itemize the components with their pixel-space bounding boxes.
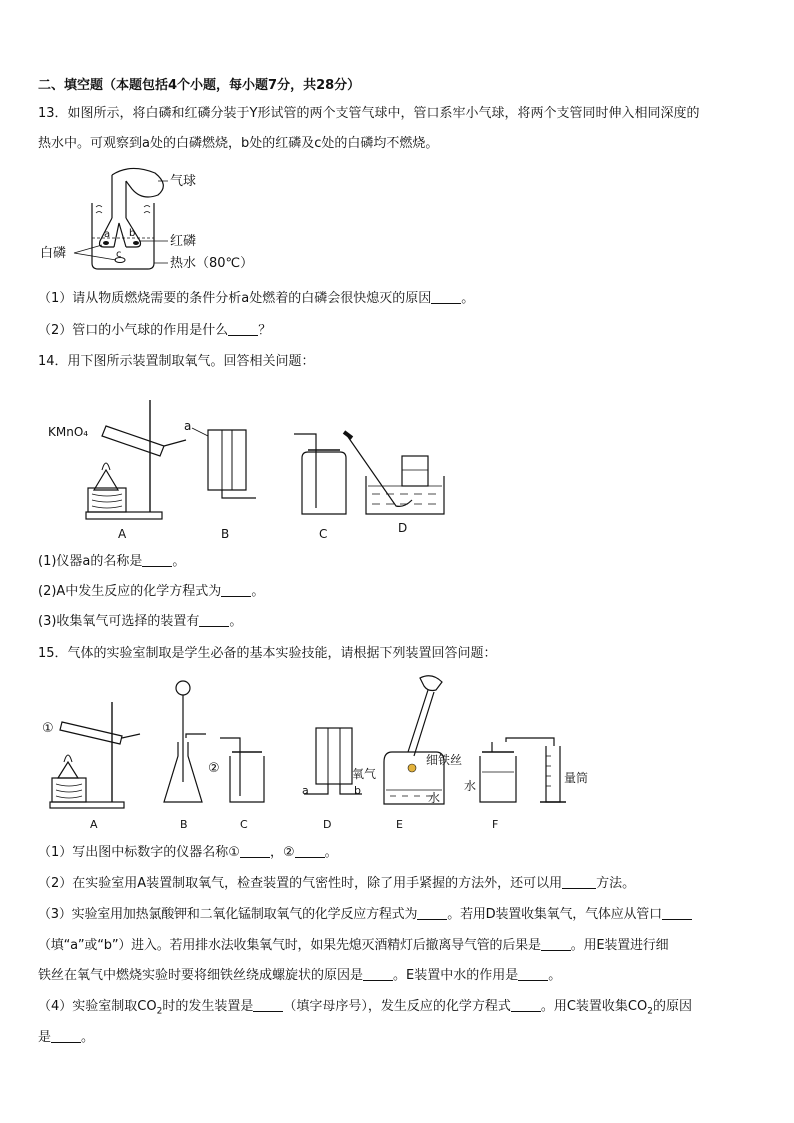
q13-label-balloon: 气球 [170,174,197,189]
q15-label-C: C [240,818,248,831]
q13-sub1: （1）请从物质燃烧需要的条件分析a处燃着的白磷会很快熄灭的原因 。 [38,291,475,306]
q13-label-white-p: 白磷 [40,246,67,261]
q14-label-D: D [398,521,408,535]
answer-blank[interactable] [541,936,571,951]
q13-label-c: c [116,249,122,260]
q15-label-A: A [90,818,98,831]
q15-sub3-line3: 铁丝在氧气中燃烧实验时要将细铁丝绕成螺旋状的原因是 。E装置中水的作用是 。 [38,968,562,983]
q15-sub2: （2）在实验室用A装置制取氧气，检查装置的气密性时，除了用手紧握的方法外，还可以用 方法。 [38,876,636,891]
q14-sub3: (3)收集氧气可选择的装置有 。 [38,614,243,629]
q15-label-F: F [492,818,499,831]
q15-label-water2: 水 [464,779,477,793]
q15-figure [40,672,600,832]
section-title: 二、填空题（本题包括4个小题，每小题7分，共28分） [38,78,361,93]
q13-label-hot-water: 热水（80℃） [170,256,254,271]
q13-text-line1: 13．如图所示，将白磷和红磷分装于Y形试管的两个支管气球中，管口系牢小气球，将两个支管同时伸入相同深度的 [38,106,700,121]
answer-blank[interactable] [431,289,461,304]
q13-sub2: （2）管口的小气球的作用是什么 ？ [38,323,272,338]
answer-blank[interactable] [417,905,447,920]
q14-label-C: C [319,527,328,541]
answer-blank[interactable] [51,1028,81,1043]
q14-sub2: (2)A中发生反应的化学方程式为 。 [38,584,265,599]
q13-label-a: a [104,229,111,240]
q15-label-n1: ① [42,721,54,736]
answer-blank[interactable] [363,966,393,981]
answer-blank[interactable] [253,997,283,1012]
q15-label-B: B [180,818,188,831]
answer-blank[interactable] [228,321,258,336]
q14-label-A: A [118,527,127,541]
q15-sub1: （1）写出图中标数字的仪器名称① ，② 。 [38,845,338,860]
q13-label-b: b [129,228,136,239]
q15-label-cylinder: 量筒 [564,771,589,785]
answer-blank[interactable] [662,905,692,920]
answer-blank[interactable] [221,582,251,597]
q15-sub4-line2: 是 。 [38,1030,95,1045]
q15-label-E: E [396,818,403,831]
q15-label-water: 水 [428,791,441,805]
q14-label-kmno4: KMnO₄ [48,425,89,439]
q13-text-line2: 热水中。可观察到a处的白磷燃烧，b处的红磷及c处的白磷均不燃烧。 [38,136,439,151]
q15-label-oxygen: 氧气 [352,767,377,781]
q14-intro: 14．用下图所示装置制取氧气。回答相关问题： [38,354,315,369]
q14-label-B: B [221,527,230,541]
q15-sub4-line1: （4）实验室制取$CO_2$时的发生装置是 （填字母序号），发生反应的化学方程式 。用C装置收集$CO_2$的原因 [38,999,692,1017]
q13-figure [40,163,270,278]
q14-label-a: a [184,419,192,433]
q15-intro: 15．气体的实验室制取是学生必备的基本实验技能，请根据下列装置回答问题： [38,646,497,661]
q15-label-b: b [354,784,361,797]
answer-blank[interactable] [142,552,172,567]
answer-blank[interactable] [562,874,596,889]
q14-sub1: (1)仪器a的名称是 。 [38,554,186,569]
q15-label-n2: ② [208,761,220,776]
answer-blank[interactable] [295,843,325,858]
answer-blank[interactable] [511,997,541,1012]
q15-label-a: a [302,784,309,797]
q13-label-red-p: 红磷 [170,234,197,249]
q15-label-iron-wire: 细铁丝 [426,753,463,767]
answer-blank[interactable] [240,843,270,858]
answer-blank[interactable] [199,612,229,627]
q15-sub3-line1: （3）实验室用加热氯酸钾和二氧化锰制取氧气的化学反应方程式为 。若用D装置收集氧气，气体应从管口 [38,905,692,925]
answer-blank[interactable] [518,966,548,981]
q15-sub3-line2: （填“a”或“b”）进入。若用排水法收集氧气时，如果先熄灭酒精灯后撤离导气管的后果是 。用E装置进行细 [38,938,669,953]
q15-label-D: D [323,818,332,831]
q14-figure [46,390,486,545]
